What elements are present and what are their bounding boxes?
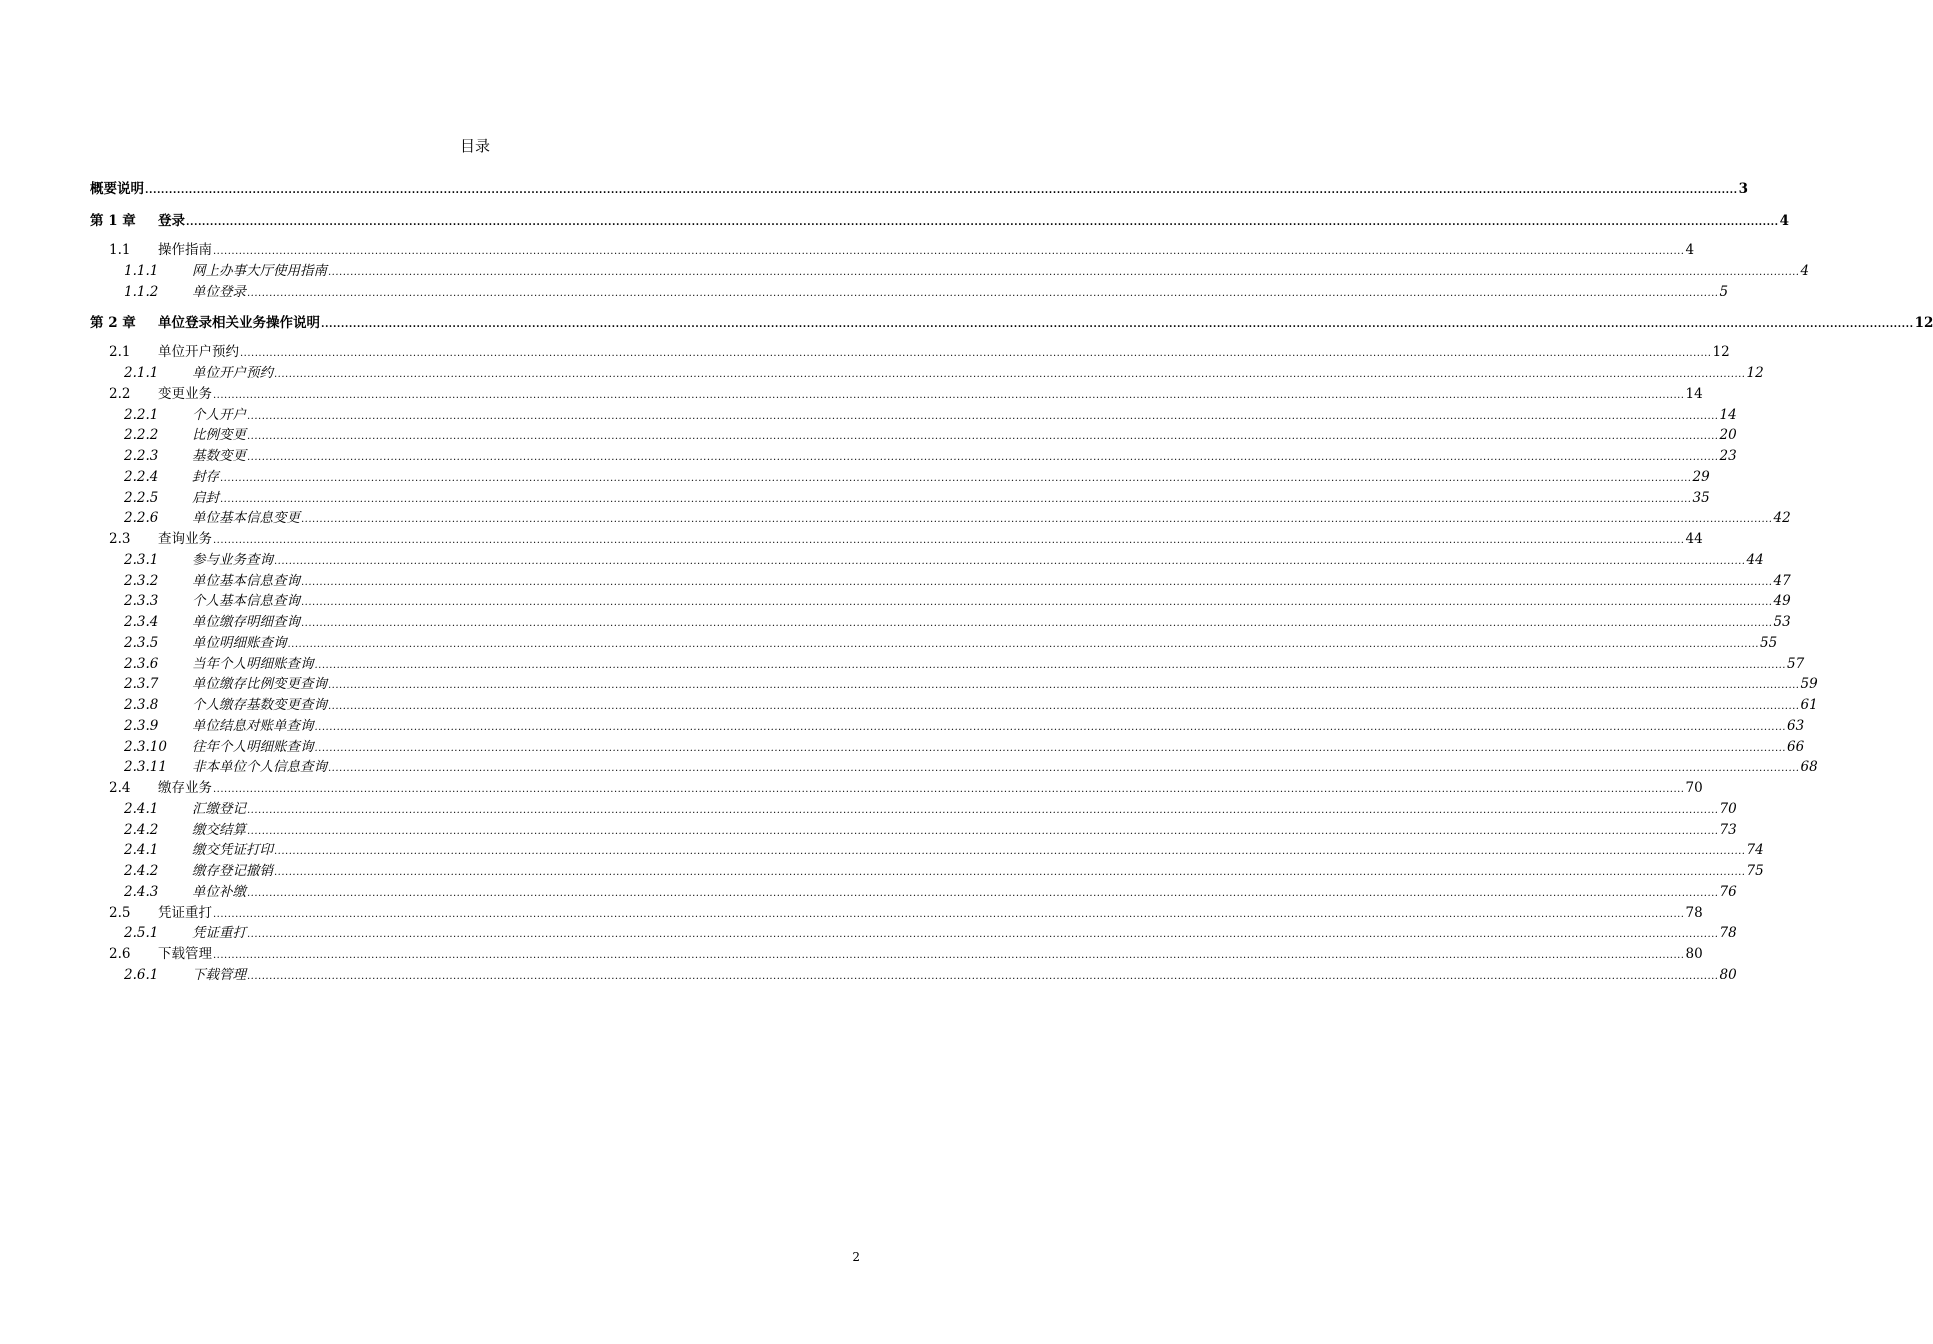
toc-entry-number: 2.2.2 — [124, 427, 159, 444]
toc-entry-label: 缴存登记撤销 — [192, 863, 273, 879]
toc-dot-leader: ................................................................................................................................................................................................................................................................................................................................................................................................................ — [213, 784, 1685, 795]
toc-entry-label: 单位基本信息变更 — [192, 510, 300, 527]
toc-dot-leader: ................................................................................................................................................................................................................................................................................................................................................................................................................ — [247, 970, 1719, 982]
toc-dot-leader: ................................................................................................................................................................................................................................................................................................................................................................................................................ — [247, 929, 1719, 941]
toc-entry[interactable] — [90, 633, 1778, 654]
toc-entry-page: 74 — [1746, 842, 1764, 859]
toc-dot-leader: ................................................................................................................................................................................................................................................................................................................................................................................................................ — [247, 804, 1719, 816]
toc-entry[interactable] — [90, 923, 1737, 944]
toc-entry-leader-line — [192, 840, 1764, 862]
toc-entry-leader-line — [192, 737, 1805, 759]
toc-entry[interactable] — [90, 488, 1710, 509]
toc-entry-label: 下载管理 — [158, 946, 212, 962]
toc-entry-leader-line — [192, 716, 1805, 738]
toc-entry-label: 单位登录相关业务操作说明 — [158, 315, 320, 332]
toc-entry-number: 2.3.1 — [124, 551, 159, 568]
toc-entry-page: 14 — [1719, 406, 1737, 423]
toc-dot-leader: ................................................................................................................................................................................................................................................................................................................................................................................................................ — [213, 908, 1685, 920]
toc-dot-leader: ................................................................................................................................................................................................................................................................................................................................................................................................................ — [301, 514, 1773, 526]
toc-entry-number: 2.4.1 — [124, 800, 159, 817]
toc-entry-page: 63 — [1786, 717, 1805, 734]
toc-entry-leader-line — [192, 757, 1818, 779]
toc-entry-label: 启封 — [192, 489, 219, 506]
toc-entry-number: 2.3.8 — [124, 697, 159, 713]
toc-entry-leader-line — [192, 550, 1764, 572]
toc-entry-label: 下载管理 — [192, 966, 246, 983]
table-of-contents — [90, 179, 1933, 986]
toc-dot-leader: ................................................................................................................................................................................................................................................................................................................................................................................................................ — [213, 246, 1685, 257]
toc-dot-leader: ................................................................................................................................................................................................................................................................................................................................................................................................................ — [274, 555, 1746, 567]
toc-entry-leader-line — [192, 695, 1818, 717]
toc-entry-page: 12 — [1746, 365, 1764, 381]
toc-entry[interactable] — [90, 757, 1818, 778]
toc-entry-page: 4 — [1779, 213, 1789, 229]
toc-dot-leader: ................................................................................................................................................................................................................................................................................................................................................................................................................ — [220, 472, 1692, 484]
toc-entry-leader-line — [192, 923, 1737, 945]
toc-entry-page: 55 — [1759, 634, 1778, 651]
toc-entry-page: 12 — [1712, 344, 1730, 361]
toc-entry-leader-line — [192, 508, 1791, 530]
toc-entry-page: 70 — [1685, 780, 1703, 796]
toc-entry-page: 49 — [1773, 593, 1791, 610]
toc-entry-label: 凭证重打 — [192, 925, 246, 942]
toc-entry-label: 汇缴登记 — [192, 800, 246, 817]
toc-entry-page: 29 — [1692, 468, 1710, 485]
toc-entry-label: 单位基本信息查询 — [192, 572, 300, 589]
toc-entry-number: 2.2.6 — [124, 510, 159, 527]
toc-entry-label: 操作指南 — [158, 242, 212, 258]
toc-entry[interactable] — [90, 612, 1791, 633]
toc-dot-leader: ................................................................................................................................................................................................................................................................................................................................................................................................................ — [274, 867, 1746, 878]
toc-dot-leader: ................................................................................................................................................................................................................................................................................................................................................................................................................ — [247, 431, 1719, 443]
toc-entry-number: 1.1 — [109, 242, 131, 258]
toc-entry-number: 2.2.4 — [124, 468, 159, 485]
toc-entry-page: 75 — [1746, 863, 1764, 879]
toc-dot-leader: ................................................................................................................................................................................................................................................................................................................................................................................................................ — [247, 452, 1719, 463]
toc-entry-leader-line — [158, 903, 1703, 925]
toc-entry-number: 第 2 章 — [90, 315, 136, 332]
toc-entry-number: 1.1.2 — [124, 283, 159, 300]
toc-entry-leader-line — [192, 612, 1791, 634]
toc-entry[interactable] — [90, 695, 1818, 716]
toc-entry-label: 单位登录 — [192, 283, 246, 300]
toc-entry[interactable] — [90, 965, 1737, 986]
toc-entry-page: 66 — [1786, 738, 1805, 755]
toc-dot-leader: ................................................................................................................................................................................................................................................................................................................................................................................................................ — [274, 846, 1746, 858]
toc-entry[interactable] — [90, 674, 1818, 695]
toc-entry-number: 2.6.1 — [124, 966, 159, 983]
toc-dot-leader: ................................................................................................................................................................................................................................................................................................................................................................................................................ — [274, 369, 1746, 380]
toc-entry-page: 80 — [1685, 946, 1703, 962]
toc-entry-page: 78 — [1719, 925, 1737, 942]
toc-entry-leader-line — [192, 571, 1791, 593]
toc-entry-leader-line — [192, 861, 1764, 883]
toc-entry[interactable] — [90, 591, 1791, 612]
toc-entry-number: 2.5.1 — [124, 925, 159, 942]
toc-entry-label: 单位开户预约 — [192, 365, 273, 381]
toc-dot-leader: ................................................................................................................................................................................................................................................................................................................................................................................................................ — [240, 348, 1712, 360]
toc-entry[interactable] — [90, 425, 1737, 446]
toc-entry[interactable] — [90, 261, 1810, 282]
toc-entry-label: 缴交结算 — [192, 821, 246, 838]
toc-dot-leader: ................................................................................................................................................................................................................................................................................................................................................................................................................ — [145, 185, 1738, 196]
toc-dot-leader: ................................................................................................................................................................................................................................................................................................................................................................................................................ — [247, 825, 1719, 837]
toc-entry-page: 76 — [1719, 883, 1737, 900]
toc-entry-page: 44 — [1685, 531, 1703, 547]
toc-entry[interactable] — [90, 571, 1791, 592]
toc-entry[interactable] — [90, 467, 1710, 488]
toc-entry[interactable] — [90, 944, 1703, 965]
toc-entry-leader-line — [192, 591, 1791, 613]
toc-entry-number: 第 1 章 — [90, 213, 136, 229]
toc-entry-leader-line — [192, 633, 1778, 655]
toc-dot-leader: ................................................................................................................................................................................................................................................................................................................................................................................................................ — [186, 217, 1779, 228]
toc-entry-label: 个人开户 — [192, 406, 246, 423]
toc-dot-leader: ................................................................................................................................................................................................................................................................................................................................................................................................................ — [287, 638, 1759, 650]
toc-entry-label: 变更业务 — [158, 385, 212, 402]
toc-entry-leader-line — [192, 446, 1737, 468]
toc-entry-number: 2.4.1 — [124, 842, 159, 859]
toc-entry-leader-line — [192, 820, 1737, 842]
toc-entry-label: 查询业务 — [158, 531, 212, 547]
toc-entry-label: 登录 — [158, 213, 185, 229]
toc-dot-leader: ................................................................................................................................................................................................................................................................................................................................................................................................................ — [247, 410, 1719, 422]
toc-dot-leader: ................................................................................................................................................................................................................................................................................................................................................................................................................ — [328, 701, 1800, 712]
toc-entry-number: 2.3.4 — [124, 614, 159, 630]
toc-entry[interactable] — [90, 446, 1737, 467]
toc-entry-page: 42 — [1773, 510, 1791, 527]
toc-entry-page: 73 — [1719, 821, 1737, 838]
toc-entry-page: 78 — [1685, 904, 1703, 921]
toc-entry-page: 12 — [1914, 315, 1933, 332]
toc-dot-leader: ................................................................................................................................................................................................................................................................................................................................................................................................................ — [301, 597, 1773, 609]
toc-entry[interactable] — [90, 529, 1703, 550]
toc-entry-label: 单位补缴 — [192, 883, 246, 900]
toc-entry-page: 5 — [1719, 283, 1729, 300]
toc-entry-leader-line — [192, 799, 1737, 821]
page-number: 2 — [852, 1250, 860, 1264]
toc-entry-page: 53 — [1773, 614, 1791, 630]
toc-entry-leader-line — [158, 313, 1933, 335]
toc-entry-label: 比例变更 — [192, 427, 246, 444]
toc-entry-page: 23 — [1719, 448, 1737, 464]
toc-dot-leader: ................................................................................................................................................................................................................................................................................................................................................................................................................ — [314, 721, 1786, 733]
toc-entry-number: 2.3 — [109, 531, 131, 547]
toc-entry-number: 2.3.3 — [124, 593, 159, 610]
toc-entry-leader-line — [158, 384, 1703, 406]
toc-entry-page: 61 — [1800, 697, 1818, 713]
toc-entry-label: 非本单位个人信息查询 — [192, 759, 327, 776]
toc-entry-label: 封存 — [192, 468, 219, 485]
toc-entry-leader-line — [192, 488, 1710, 510]
toc-entry[interactable] — [90, 778, 1703, 799]
toc-entry[interactable] — [90, 820, 1737, 841]
toc-dot-leader: ................................................................................................................................................................................................................................................................................................................................................................................................................ — [314, 742, 1786, 754]
toc-entry-label: 单位明细账查询 — [192, 634, 287, 651]
toc-entry-number: 2.1 — [109, 344, 131, 361]
toc-dot-leader: ................................................................................................................................................................................................................................................................................................................................................................................................................ — [247, 287, 1719, 299]
toc-entry-leader-line — [158, 944, 1703, 966]
toc-entry-number: 2.3.5 — [124, 634, 159, 651]
toc-entry-number: 2.2.3 — [124, 448, 159, 464]
toc-entry[interactable] — [90, 179, 1748, 200]
toc-entry[interactable] — [90, 654, 1805, 675]
toc-entry-page: 44 — [1746, 551, 1764, 568]
toc-entry-page: 20 — [1719, 427, 1737, 444]
toc-dot-leader: ................................................................................................................................................................................................................................................................................................................................................................................................................ — [328, 266, 1800, 278]
toc-entry[interactable] — [90, 716, 1805, 737]
toc-entry-page: 4 — [1800, 262, 1810, 279]
toc-dot-leader: ................................................................................................................................................................................................................................................................................................................................................................................................................ — [213, 535, 1685, 546]
toc-dot-leader: ................................................................................................................................................................................................................................................................................................................................................................................................................ — [301, 618, 1773, 629]
toc-entry[interactable] — [90, 313, 1933, 334]
toc-entry-label: 缴交凭证打印 — [192, 842, 273, 859]
toc-entry-number: 2.1.1 — [124, 365, 159, 381]
toc-dot-leader: ................................................................................................................................................................................................................................................................................................................................................................................................................ — [213, 389, 1685, 401]
toc-entry-leader-line — [192, 467, 1710, 489]
toc-entry-label: 个人基本信息查询 — [192, 593, 300, 610]
toc-dot-leader: ................................................................................................................................................................................................................................................................................................................................................................................................................ — [328, 763, 1800, 775]
toc-entry[interactable] — [90, 737, 1805, 758]
toc-entry-leader-line — [192, 405, 1737, 427]
toc-entry-page: 47 — [1773, 572, 1791, 589]
toc-entry-leader-line — [192, 674, 1818, 696]
toc-entry[interactable] — [90, 903, 1703, 924]
toc-dot-leader: ................................................................................................................................................................................................................................................................................................................................................................................................................ — [220, 493, 1692, 505]
toc-entry-number: 2.6 — [109, 946, 131, 962]
toc-entry-page: 70 — [1719, 800, 1737, 817]
toc-entry[interactable] — [90, 840, 1764, 861]
toc-entry-leader-line — [158, 342, 1730, 364]
toc-entry-number: 2.4 — [109, 780, 131, 796]
toc-entry-label: 网上办事大厅使用指南 — [192, 262, 327, 279]
toc-entry[interactable] — [90, 405, 1737, 426]
toc-dot-leader: ................................................................................................................................................................................................................................................................................................................................................................................................................ — [328, 680, 1800, 692]
toc-entry-label: 参与业务查询 — [192, 551, 273, 568]
toc-entry-label: 缴存业务 — [158, 780, 212, 796]
toc-entry-page: 14 — [1685, 385, 1703, 402]
toc-entry-page: 57 — [1786, 655, 1805, 672]
toc-entry-number: 2.4.2 — [124, 821, 159, 838]
toc-entry-number: 2.4.2 — [124, 863, 159, 879]
toc-entry[interactable] — [90, 363, 1764, 384]
toc-dot-leader: ................................................................................................................................................................................................................................................................................................................................................................................................................ — [314, 659, 1786, 671]
toc-dot-leader: ................................................................................................................................................................................................................................................................................................................................................................................................................ — [301, 576, 1773, 588]
toc-entry-leader-line — [158, 240, 1695, 262]
toc-entry-number: 2.3.2 — [124, 572, 159, 589]
toc-entry-leader-line — [192, 282, 1729, 304]
toc-entry[interactable] — [90, 342, 1730, 363]
toc-entry[interactable] — [90, 384, 1703, 405]
toc-entry-page: 68 — [1800, 759, 1818, 776]
toc-entry[interactable] — [90, 211, 1789, 232]
toc-entry-number: 2.2 — [109, 385, 131, 402]
toc-entry-label: 凭证重打 — [158, 904, 212, 921]
toc-dot-leader: ................................................................................................................................................................................................................................................................................................................................................................................................................ — [247, 887, 1719, 899]
toc-entry-label: 单位缴存明细查询 — [192, 614, 300, 630]
toc-entry-number: 2.3.7 — [124, 676, 159, 693]
toc-entry-label: 基数变更 — [192, 448, 246, 464]
toc-entry[interactable] — [90, 550, 1764, 571]
toc-entry-page: 3 — [1738, 181, 1748, 197]
toc-entry[interactable] — [90, 882, 1737, 903]
toc-entry-label: 单位结息对账单查询 — [192, 717, 314, 734]
toc-entry-number: 2.3.11 — [124, 759, 167, 776]
toc-entry-label: 单位缴存比例变更查询 — [192, 676, 327, 693]
toc-entry[interactable] — [90, 282, 1729, 303]
toc-entry-leader-line — [192, 363, 1764, 385]
toc-entry-leader-line — [158, 529, 1703, 551]
toc-entry-leader-line — [192, 261, 1810, 283]
toc-entry-leader-line — [192, 882, 1737, 904]
toc-entry-leader-line — [158, 778, 1703, 800]
toc-entry-page: 59 — [1800, 676, 1818, 693]
toc-entry-label: 当年个人明细账查询 — [192, 655, 314, 672]
toc-entry-page: 4 — [1685, 242, 1695, 258]
toc-entry[interactable] — [90, 861, 1764, 882]
toc-entry-number: 1.1.1 — [124, 262, 159, 279]
toc-entry[interactable] — [90, 240, 1695, 261]
toc-entry-leader-line — [192, 425, 1737, 447]
toc-entry-page: 80 — [1719, 966, 1737, 983]
toc-entry-label: 概要说明 — [90, 181, 144, 197]
toc-entry-label: 往年个人明细账查询 — [192, 738, 314, 755]
toc-entry[interactable] — [90, 799, 1737, 820]
toc-entry-leader-line — [90, 179, 1748, 201]
toc-entry-page: 35 — [1692, 489, 1710, 506]
toc-entry-leader-line — [158, 211, 1789, 233]
toc-entry-number: 2.3.10 — [124, 738, 167, 755]
toc-dot-leader: ................................................................................................................................................................................................................................................................................................................................................................................................................ — [213, 950, 1685, 961]
toc-entry[interactable] — [90, 508, 1791, 529]
toc-entry-label: 单位开户预约 — [158, 344, 239, 361]
toc-entry-number: 2.2.5 — [124, 489, 159, 506]
toc-title: 目录 — [459, 137, 490, 155]
toc-entry-number: 2.4.3 — [124, 883, 159, 900]
toc-entry-number: 2.3.9 — [124, 717, 159, 734]
toc-dot-leader: ................................................................................................................................................................................................................................................................................................................................................................................................................ — [321, 319, 1914, 331]
toc-entry-leader-line — [192, 654, 1805, 676]
toc-entry-leader-line — [192, 965, 1737, 987]
toc-entry-number: 2.5 — [109, 904, 131, 921]
toc-entry-number: 2.2.1 — [124, 406, 159, 423]
toc-entry-label: 个人缴存基数变更查询 — [192, 697, 327, 713]
toc-entry-number: 2.3.6 — [124, 655, 159, 672]
